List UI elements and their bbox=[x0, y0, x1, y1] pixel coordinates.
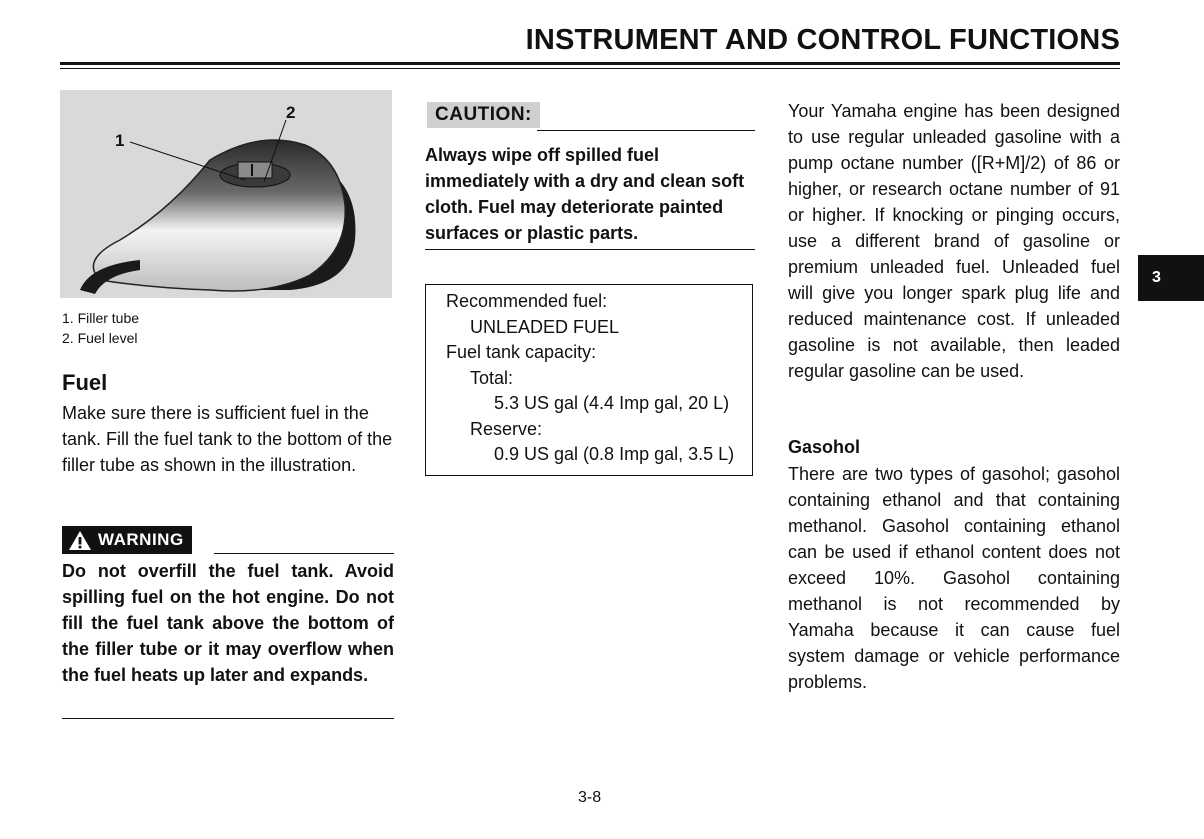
page-title: INSTRUMENT AND CONTROL FUNCTIONS bbox=[525, 24, 1120, 56]
caution-header bbox=[425, 100, 755, 134]
caution-rule bbox=[537, 130, 755, 131]
figure-captions bbox=[62, 308, 139, 348]
warning-text: Do not overfill the fuel tank. Avoid spilling fuel on the hot engine. Do not fill the fuel tank above the bottom of the filler tube or it may overflow when the fuel heats up later and expands. bbox=[62, 561, 394, 685]
total-value: 5.3 US gal (4.4 Imp gal, 20 L) bbox=[494, 393, 730, 413]
warning-badge bbox=[62, 526, 192, 554]
gasohol-heading: Gasohol bbox=[788, 437, 861, 457]
warning-rule bbox=[214, 553, 394, 554]
caution-bottom-rule bbox=[425, 249, 755, 250]
recommended-fuel-value: UNLEADED FUEL bbox=[470, 316, 620, 337]
fuel-heading: Fuel bbox=[62, 370, 108, 395]
caution-badge: CAUTION: bbox=[427, 102, 540, 128]
chapter-tab: 3 bbox=[1138, 255, 1204, 301]
page-number: 3-8 bbox=[578, 789, 602, 806]
warning-bottom-rule bbox=[62, 718, 394, 719]
reserve-label: Reserve: bbox=[470, 418, 543, 439]
caption-filler-tube: 1. Filler tube bbox=[62, 310, 140, 326]
header-rule-thin bbox=[60, 68, 1120, 69]
total-label: Total: bbox=[470, 367, 514, 388]
caption-fuel-level: 2. Fuel level bbox=[62, 330, 138, 346]
header-rule bbox=[60, 62, 1120, 65]
warning-label: WARNING bbox=[98, 530, 184, 549]
callout-2: 2 bbox=[286, 103, 296, 122]
caution-text: Always wipe off spilled fuel immediately with a dry and clean soft cloth. Fuel may deteriorate painted surfaces or plastic parts. bbox=[425, 145, 745, 243]
tank-capacity-label: Fuel tank capacity: bbox=[446, 342, 597, 362]
gasohol-paragraph: There are two types of gasohol; gasohol containing ethanol and that containing methanol. Gasohol containing ethanol can be used if ethanol content does not exceed 10%. Gasohol containing methanol is not recommended by Yamaha because it can cause fuel system damage or vehicle performance problems. bbox=[788, 464, 1120, 692]
recommended-fuel-label: Recommended fuel: bbox=[446, 291, 608, 311]
warning-header bbox=[62, 526, 394, 556]
fuel-spec-box bbox=[425, 284, 753, 476]
engine-fuel-paragraph: Your Yamaha engine has been designed to use regular unleaded gasoline with a pump octane number ([R+M]/2) of 86 or higher, or research octane number of 91 or higher. If knocking or pinging occurs, use a different brand of gasoline or premium unleaded fuel. Unleaded fuel will give you longer spark plug life and reduced maintenance cost. If unleaded gasoline is not available, then leaded regular gasoline can be used. bbox=[788, 101, 1120, 381]
fuel-paragraph: Make sure there is sufficient fuel in the tank. Fill the fuel tank to the bottom of the filler tube as shown in the illustration. bbox=[62, 403, 393, 475]
reserve-value: 0.9 US gal (0.8 Imp gal, 3.5 L) bbox=[494, 444, 735, 464]
callout-1: 1 bbox=[115, 131, 125, 150]
fuel-tank-illustration bbox=[60, 90, 392, 298]
warning-triangle-icon bbox=[68, 530, 92, 551]
